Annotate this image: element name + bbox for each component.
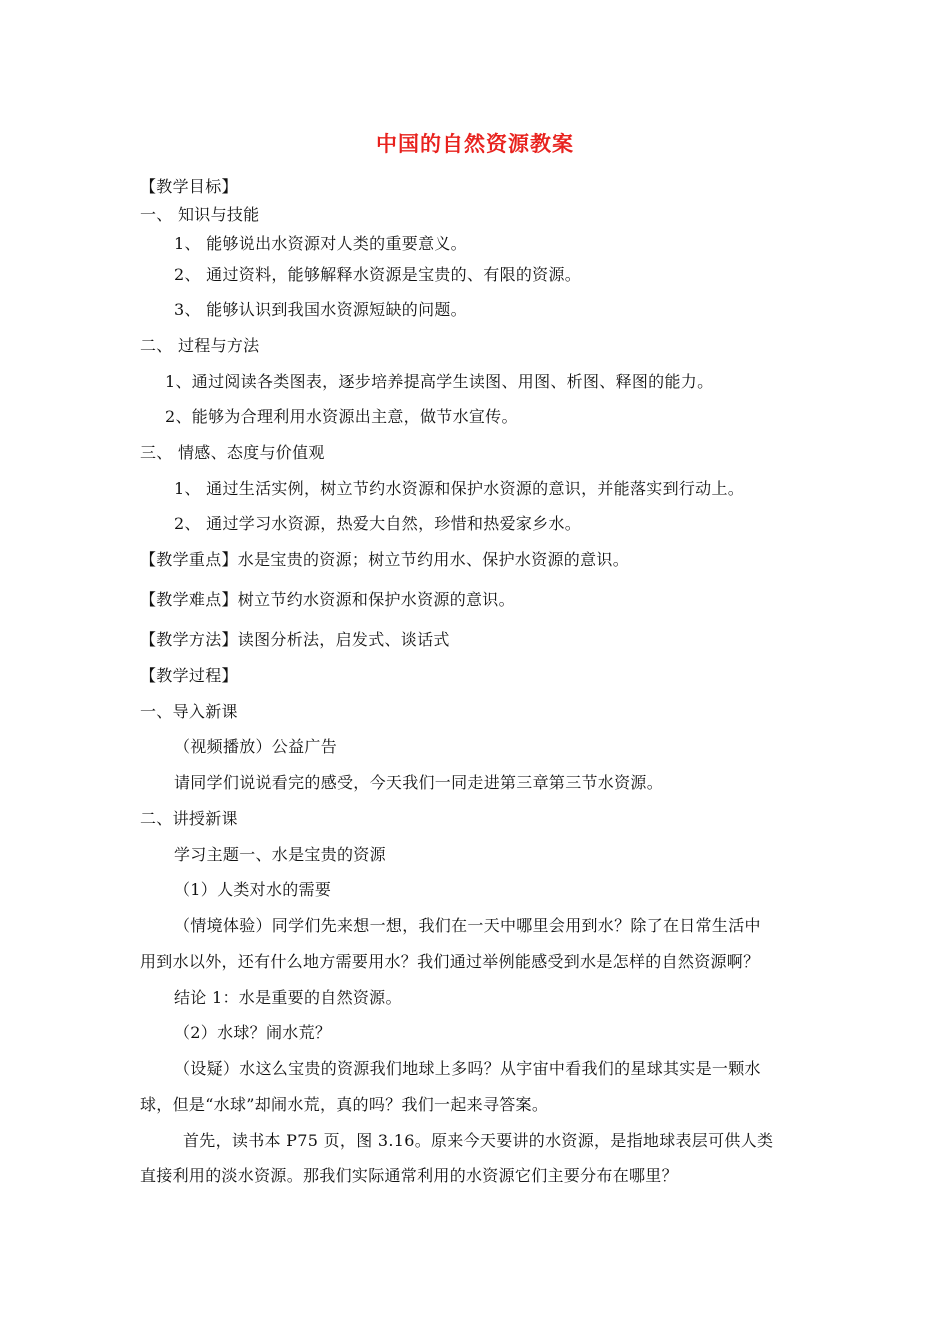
paragraph: 直接利用的淡水资源。那我们实际通常利用的水资源它们主要分布在哪里？	[140, 1166, 678, 1185]
paragraph: 首先，读书本 P75 页，图 3.16。原来今天要讲的水资源，是指地球表层可供人类	[183, 1131, 774, 1150]
paragraph: （1）人类对水的需要	[174, 880, 332, 899]
subheading-intro: 一、导入新课	[140, 702, 238, 721]
teaching-method: 【教学方法】读图分析法，启发式、谈话式	[140, 630, 450, 649]
list-item: 1、 能够说出水资源对人类的重要意义。	[174, 234, 467, 253]
paragraph: 结论 1：水是重要的自然资源。	[174, 988, 402, 1007]
paragraph: 用到水以外，还有什么地方需要用水？我们通过举例能感受到水是怎样的自然资源啊？	[140, 952, 760, 971]
subheading-process: 二、 过程与方法	[140, 336, 260, 355]
paragraph: 请同学们说说看完的感受，今天我们一同走进第三章第三节水资源。	[174, 773, 664, 792]
paragraph: （视频播放）公益广告	[174, 737, 338, 756]
list-item: 3、 能够认识到我国水资源短缺的问题。	[174, 300, 467, 319]
list-item: 1、通过阅读各类图表，逐步培养提高学生读图、用图、析图、释图的能力。	[165, 372, 714, 391]
list-item: 2、 通过资料，能够解释水资源是宝贵的、有限的资源。	[174, 265, 582, 284]
paragraph: （设疑）水这么宝贵的资源我们地球上多吗？从宇宙中看我们的星球其实是一颗水	[174, 1059, 761, 1078]
subheading-emotion: 三、 情感、态度与价值观	[140, 443, 325, 462]
list-item: 1、 通过生活实例，树立节约水资源和保护水资源的意识，并能落实到行动上。	[174, 479, 745, 498]
key-point: 【教学重点】水是宝贵的资源；树立节约用水、保护水资源的意识。	[140, 550, 630, 569]
subheading-knowledge: 一、 知识与技能	[140, 205, 260, 224]
paragraph: （2）水球？闹水荒？	[174, 1023, 332, 1042]
paragraph: 学习主题一、水是宝贵的资源	[174, 845, 386, 864]
subheading-new-lesson: 二、讲授新课	[140, 809, 238, 828]
difficult-point: 【教学难点】树立节约水资源和保护水资源的意识。	[140, 590, 515, 609]
paragraph: （情境体验）同学们先来想一想，我们在一天中哪里会用到水？除了在日常生活中	[174, 916, 761, 935]
list-item: 2、能够为合理利用水资源出主意，做节水宣传。	[165, 407, 518, 426]
paragraph: 球，但是“水球”却闹水荒，真的吗？我们一起来寻答案。	[140, 1095, 549, 1114]
document-title: 中国的自然资源教案	[376, 132, 574, 156]
section-heading-objectives: 【教学目标】	[140, 177, 238, 196]
list-item: 2、 通过学习水资源，热爱大自然，珍惜和热爱家乡水。	[174, 514, 582, 533]
section-heading-process: 【教学过程】	[140, 666, 238, 685]
